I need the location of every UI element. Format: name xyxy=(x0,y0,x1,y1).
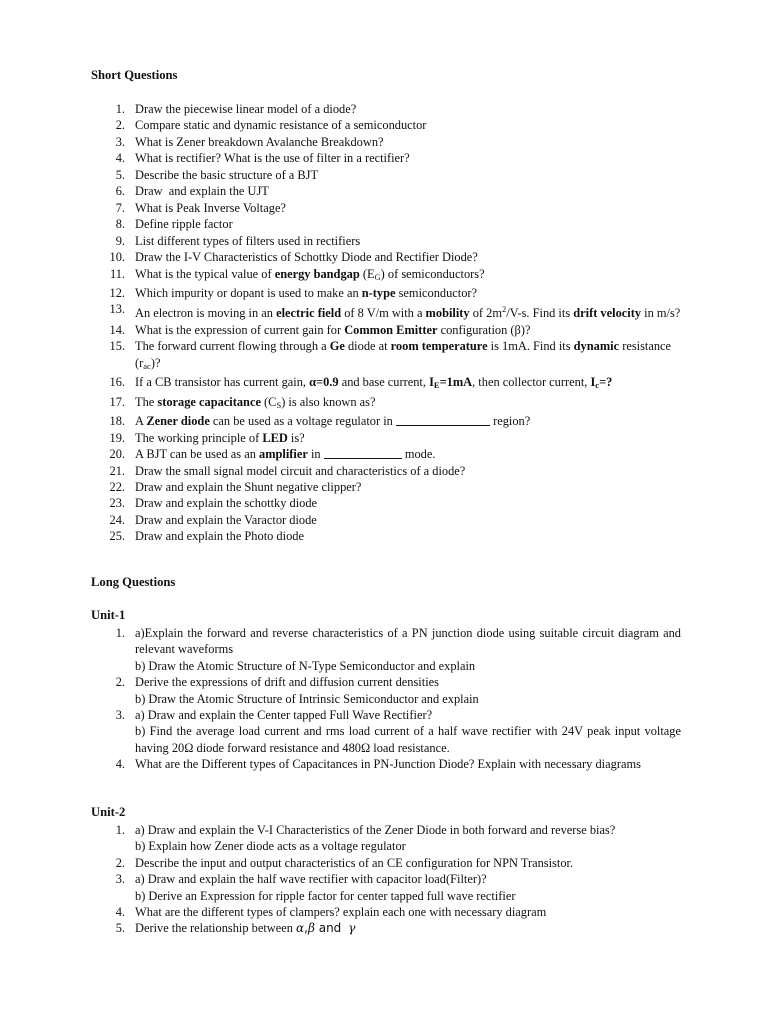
answer-blank xyxy=(396,414,490,426)
list-item: 5. Describe the basic structure of a BJT xyxy=(115,167,319,182)
list-item: 20. A BJT can be used as an amplifier in mode. xyxy=(109,447,436,462)
list-item: 9. List different types of filters used in rectifiers xyxy=(115,233,361,248)
list-item: 4. What are the Different types of Capacitances in PN-Junction Diode? Explain with necessary diagrams xyxy=(115,757,641,772)
list-item: 25. Draw and explain the Photo diode xyxy=(109,529,304,544)
answer-blank xyxy=(324,447,402,459)
list-item: 10. Draw the I-V Characteristics of Schottky Diode and Rectifier Diode? xyxy=(109,250,478,265)
list-item: 15. The forward current flowing through a Ge diode at room temperature is 1mA. Find its dynamic resistance $(r_{ac})$? xyxy=(109,339,672,371)
unit-2-heading: Unit-2 xyxy=(91,805,126,819)
list-item: 4. What are the different types of clampers? explain each one with necessary diagram xyxy=(115,905,547,920)
list-item: 3. a) Draw and explain the Center tapped Full Wave Rectifier? b) Find the average load current and rms load current of a half wave rectifier with 24V peak input voltage having 20Ω diode forward resistance and 480Ω load resistance. xyxy=(115,708,681,755)
list-item: 11. What is the typical value of energy bandgap $(E_G)$ of semiconductors? xyxy=(109,266,485,282)
list-item: 13. An electron is moving in an electric field of 8 V/m with a mobility of $2m^2/V-s$. Find its drift velocity in m/s? xyxy=(109,302,681,321)
list-item: 21. Draw the small signal model circuit and characteristics of a diode? xyxy=(109,463,466,478)
list-item: 22. Draw and explain the Shunt negative clipper? xyxy=(109,479,362,494)
short-questions-heading: Short Questions xyxy=(91,68,178,82)
list-item: 16. If a CB transistor has current gain, α=0.9 and base current, $I_E=1mA$, then collector current, $I_c=$? xyxy=(109,375,613,391)
list-item: 6. Draw and explain the UJT xyxy=(115,184,269,199)
list-item: 12. Which impurity or dopant is used to make an n-type semiconductor? xyxy=(109,285,478,300)
unit-1-list xyxy=(91,625,681,773)
list-item: 14. What is the expression of current gain for Common Emitter configuration (β)? xyxy=(109,322,531,337)
list-item: 2. Describe the input and output characteristics of an CE configuration for NPN Transistor. xyxy=(115,855,574,870)
list-item: 2. Compare static and dynamic resistance of a semiconductor xyxy=(115,118,427,133)
list-item: 4. What is rectifier? What is the use of filter in a rectifier? xyxy=(115,151,410,166)
list-item: 1. a)Explain the forward and reverse characteristics of a PN junction diode using suitable circuit diagram and relevant waveforms b) Draw the Atomic Structure of N-Type Semiconductor and explain xyxy=(115,626,681,673)
list-item: 1. a) Draw and explain the V-I Characteristics of the Zener Diode in both forward and reverse bias? b) Explain how Zener diode acts as a voltage regulator xyxy=(115,823,616,854)
list-item: 2. Derive the expressions of drift and diffusion current densities b) Draw the Atomic Structure of Intrinsic Semiconductor and explain xyxy=(115,675,479,706)
list-item: 3. a) Draw and explain the half wave rectifier with capacitor load(Filter)? b) Derive an Expression for ripple factor for center tapped full wave rectifier xyxy=(115,872,516,903)
list-item: 23. Draw and explain the schottky diode xyxy=(109,496,318,511)
list-item: 3. What is Zener breakdown Avalanche Breakdown? xyxy=(115,134,384,149)
list-item: 8. Define ripple factor xyxy=(115,217,233,232)
list-item: 17. The storage capacitance $(C_S)$ is also known as? xyxy=(109,394,376,410)
list-item: 7. What is Peak Inverse Voltage? xyxy=(115,200,286,215)
list-item: 1. Draw the piecewise linear model of a diode? xyxy=(115,102,357,116)
unit-2-list xyxy=(91,822,681,937)
list-item: 18. A Zener diode can be used as a voltage regulator in region? xyxy=(109,414,531,429)
list-item: 19. The working principle of LED is? xyxy=(109,430,305,445)
unit-1-heading: Unit-1 xyxy=(91,608,126,622)
short-questions-list xyxy=(91,101,681,545)
list-item: 24. Draw and explain the Varactor diode xyxy=(109,512,317,527)
list-item: 5. Derive the relationship between α,β and γ xyxy=(115,921,356,936)
long-questions-heading: Long Questions xyxy=(91,575,176,589)
